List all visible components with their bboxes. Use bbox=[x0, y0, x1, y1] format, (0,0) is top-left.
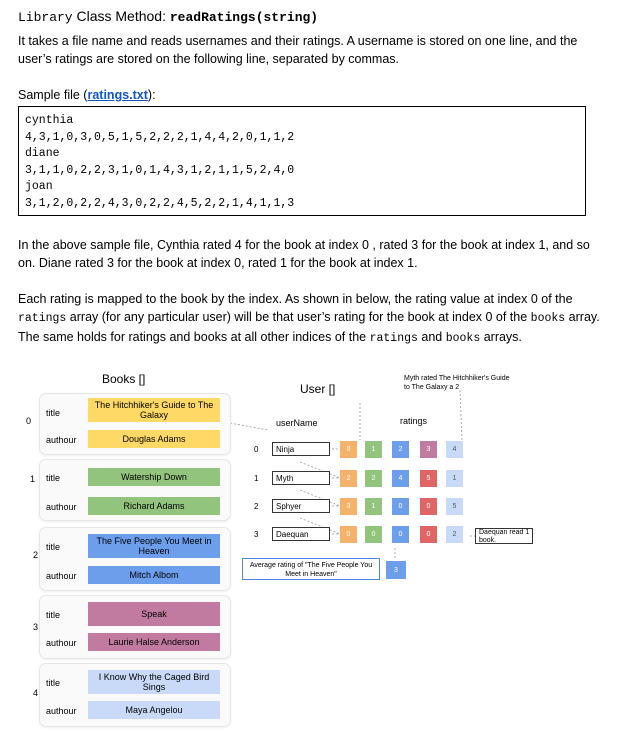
heading-class-name: Library bbox=[18, 10, 73, 25]
title-label: title bbox=[46, 610, 61, 620]
title-label: title bbox=[46, 408, 61, 418]
sample-line: diane bbox=[25, 147, 60, 160]
title-label: title bbox=[46, 678, 61, 688]
sample-label bbox=[18, 88, 156, 102]
user-name: Sphyer bbox=[272, 499, 330, 513]
rating-cell: 0 bbox=[365, 526, 382, 543]
user-name: Ninja bbox=[272, 442, 330, 456]
books-users-diagram bbox=[0, 368, 620, 756]
sample-line: cynthia bbox=[25, 114, 74, 127]
book-author: Laurie Halse Anderson bbox=[88, 633, 220, 651]
sample-line: 4,3,1,0,3,0,5,1,5,2,2,2,1,4,4,2,0,1,1,2 bbox=[25, 130, 295, 144]
rating-cell: 1 bbox=[365, 441, 382, 458]
explain-paragraph-2 bbox=[18, 290, 603, 348]
user-name: Myth bbox=[272, 471, 330, 485]
rating-cell: 0 bbox=[340, 526, 357, 543]
book-title: Watership Down bbox=[88, 468, 220, 486]
book-card bbox=[40, 528, 230, 590]
book-index: 3 bbox=[33, 622, 39, 632]
code-books: books bbox=[530, 312, 566, 325]
rating-cell: 5 bbox=[446, 498, 463, 515]
rating-cell: 4 bbox=[392, 470, 409, 487]
rating-cell: 2 bbox=[340, 470, 357, 487]
rating-cell: 0 bbox=[340, 441, 357, 458]
explain2-text: and bbox=[417, 330, 446, 344]
book-index: 2 bbox=[33, 550, 39, 560]
book-author: Douglas Adams bbox=[88, 430, 220, 448]
heading-method: readRatings(string) bbox=[169, 10, 319, 25]
book-index: 0 bbox=[26, 416, 32, 426]
rating-cell: 5 bbox=[420, 470, 437, 487]
average-rating-label: Average rating of "The Five People You Meet in Heaven" bbox=[242, 558, 380, 580]
book-index: 1 bbox=[30, 474, 36, 484]
code-books: books bbox=[445, 332, 481, 345]
heading-middle: Class Method: bbox=[72, 8, 170, 24]
book-author: Maya Angelou bbox=[88, 701, 220, 719]
books-array-title: Books [] bbox=[102, 372, 146, 386]
user-index: 2 bbox=[254, 502, 259, 511]
book-title: The Five People You Meet in Heaven bbox=[88, 534, 220, 558]
book-card bbox=[40, 394, 230, 454]
intro-paragraph: It takes a file name and reads usernames and their ratings. A username is stored on one line, and the user’s ratings are stored on the following line, separated by commas. bbox=[18, 34, 578, 66]
user-index: 3 bbox=[254, 530, 259, 539]
rating-cell: 2 bbox=[446, 526, 463, 543]
title-label: title bbox=[46, 473, 61, 483]
explain2-text: arrays. bbox=[480, 330, 522, 344]
rating-cell: 1 bbox=[365, 498, 382, 515]
book-title: The Hitchhiker's Guide to The Galaxy bbox=[88, 398, 220, 422]
sample-line: 3,1,2,0,2,2,4,3,0,2,2,4,5,2,2,1,4,1,1,3 bbox=[25, 196, 295, 210]
book-index: 4 bbox=[33, 688, 39, 698]
author-label: authour bbox=[46, 706, 77, 716]
user-index: 1 bbox=[254, 474, 259, 483]
ratings-header: ratings bbox=[400, 416, 428, 426]
ratings-file-link[interactable]: ratings.txt bbox=[87, 88, 148, 102]
explain-paragraph-1: In the above sample file, Cynthia rated 4 for the book at index 0 , rated 3 for the book at index 1, and so on. Diane rated 3 for the book at index 0, rated 1 for the book at index 1. bbox=[18, 238, 590, 270]
rating-cell: 0 bbox=[392, 526, 409, 543]
rating-cell: 0 bbox=[420, 498, 437, 515]
code-ratings: ratings bbox=[18, 312, 67, 325]
book-title: I Know Why the Caged Bird Sings bbox=[88, 670, 220, 694]
sample-label-suffix: ): bbox=[147, 88, 156, 102]
author-label: authour bbox=[46, 571, 77, 581]
rating-cell: 2 bbox=[392, 441, 409, 458]
explain2-text: array (for any particular user) will be that user’s rating for the book at index 0 of the bbox=[66, 310, 531, 324]
author-label: authour bbox=[46, 502, 77, 512]
book-card bbox=[40, 664, 230, 726]
rating-cell: 1 bbox=[446, 470, 463, 487]
rating-cell: 4 bbox=[446, 441, 463, 458]
daequan-note: Daequan read 1 book. bbox=[475, 528, 533, 544]
sample-line: joan bbox=[25, 180, 53, 193]
book-card bbox=[40, 460, 230, 520]
explain2-text: Each rating is mapped to the book by the index. As shown in below, the rating value at index 0 of the bbox=[18, 292, 573, 306]
sample-label-prefix: Sample file ( bbox=[18, 88, 88, 102]
rating-cell: 0 bbox=[392, 498, 409, 515]
book-title: Speak bbox=[88, 602, 220, 626]
code-ratings: ratings bbox=[369, 332, 418, 345]
rating-cell: 3 bbox=[340, 498, 357, 515]
user-name: Daequan bbox=[272, 527, 330, 541]
sample-file-box bbox=[18, 106, 586, 216]
explain2-text: array. The same holds for ratings and books at all other indices of the bbox=[18, 310, 600, 344]
heading bbox=[18, 8, 318, 25]
username-header: userName bbox=[276, 418, 318, 428]
user-array-title: User [] bbox=[300, 382, 336, 396]
book-author: Richard Adams bbox=[88, 497, 220, 515]
user-index: 0 bbox=[254, 445, 259, 454]
sample-line: 3,1,1,0,2,2,3,1,0,1,4,3,1,2,1,1,5,2,4,0 bbox=[25, 163, 295, 177]
rating-cell: 0 bbox=[420, 526, 437, 543]
rating-cell: 2 bbox=[365, 470, 382, 487]
average-rating-value: 3 bbox=[386, 561, 406, 579]
author-label: authour bbox=[46, 638, 77, 648]
author-label: authour bbox=[46, 435, 77, 445]
title-label: title bbox=[46, 542, 61, 552]
myth-note: Myth rated The Hitchhiker's Guide to The Galaxy a 2 bbox=[404, 375, 510, 391]
rating-cell: 3 bbox=[420, 441, 437, 458]
book-author: Mitch Albom bbox=[88, 566, 220, 584]
book-card bbox=[40, 596, 230, 658]
